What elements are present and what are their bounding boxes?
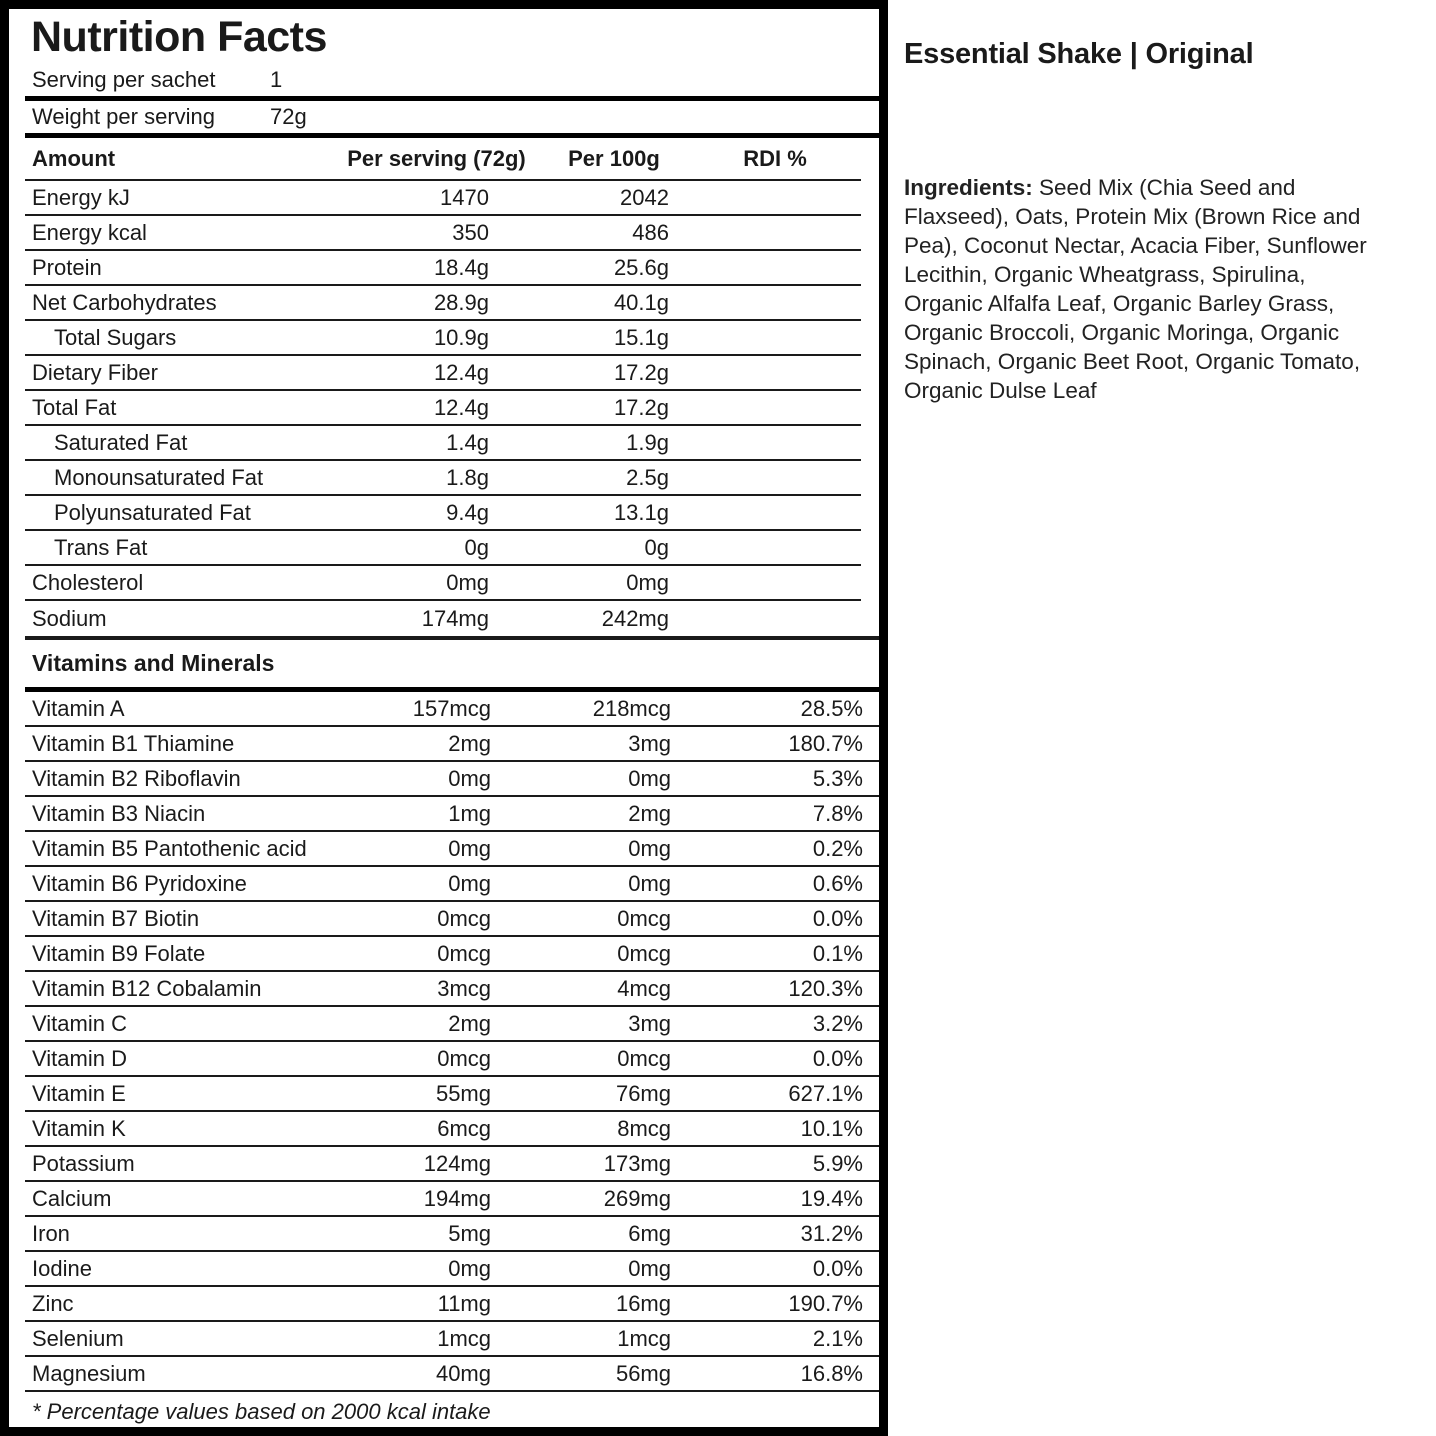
row-label: Vitamin A [32, 695, 125, 721]
table-row [25, 937, 879, 972]
value-per-100g: 76mg [615, 1080, 671, 1106]
row-label: Magnesium [32, 1360, 146, 1386]
value-per-100g: 0mg [628, 835, 671, 861]
row-label: Cholesterol [32, 569, 144, 595]
table-row [25, 832, 879, 867]
value-per-100g: 0mg [626, 569, 669, 595]
value-per-serving: 12.4g [433, 359, 489, 385]
row-label: Vitamin B12 Cobalamin [32, 975, 262, 1001]
value-rdi: 28.5% [800, 695, 863, 721]
value-rdi: 16.8% [800, 1360, 863, 1386]
value-per-100g: 269mg [603, 1185, 671, 1211]
table-row [25, 531, 861, 566]
table-row [25, 321, 861, 356]
value-per-100g: 15.1g [613, 324, 669, 350]
table-row [25, 1217, 879, 1252]
footnote: * Percentage values based on 2000 kcal intake [32, 1399, 491, 1425]
value-rdi: 5.9% [812, 1150, 863, 1176]
panel-title: Nutrition Facts [31, 13, 327, 61]
table-row [25, 391, 861, 426]
value-per-100g: 3mg [628, 730, 671, 756]
table-row [25, 972, 879, 1007]
value-per-100g: 0g [644, 534, 669, 560]
row-label: Vitamin D [32, 1045, 127, 1071]
value-per-serving: 174mg [421, 605, 489, 631]
table-row [25, 1357, 879, 1392]
table-row [25, 496, 861, 531]
row-label: Iodine [32, 1255, 92, 1281]
table-row [25, 1077, 879, 1112]
value-per-serving: 194mg [423, 1185, 491, 1211]
table-row [25, 797, 879, 832]
value-per-100g: 218mcg [592, 695, 671, 721]
value-per-serving: 2mg [448, 730, 491, 756]
table-row [25, 1112, 879, 1147]
table-row [25, 216, 861, 251]
value-per-serving: 12.4g [433, 394, 489, 420]
table-row [25, 1007, 879, 1042]
ingredients-paragraph [904, 173, 1374, 405]
value-per-100g: 0mcg [617, 940, 671, 966]
table-row [25, 1182, 879, 1217]
value-per-100g: 173mg [603, 1150, 671, 1176]
value-per-100g: 13.1g [613, 499, 669, 525]
value-per-serving: 157mcg [412, 695, 491, 721]
row-label: Sodium [32, 605, 107, 631]
value-per-serving: 1.4g [446, 429, 489, 455]
column-header-amount: Amount [32, 145, 116, 171]
value-per-100g: 17.2g [613, 359, 669, 385]
value-per-serving: 10.9g [433, 324, 489, 350]
row-label: Monounsaturated Fat [54, 464, 264, 490]
value-rdi: 180.7% [788, 730, 863, 756]
value-per-100g: 17.2g [613, 394, 669, 420]
value-per-serving: 1mcg [437, 1325, 491, 1351]
table-row [25, 727, 879, 762]
value-rdi: 0.0% [812, 905, 863, 931]
value-per-serving: 0mg [448, 835, 491, 861]
row-label: Vitamin B1 Thiamine [32, 730, 235, 756]
value-rdi: 0.0% [812, 1255, 863, 1281]
value-per-100g: 1.9g [626, 429, 669, 455]
value-per-100g: 1mcg [617, 1325, 671, 1351]
row-label: Calcium [32, 1185, 112, 1211]
value-per-100g: 2mg [628, 800, 671, 826]
value-per-serving: 2mg [448, 1010, 491, 1036]
table-row [25, 902, 879, 937]
table-row [25, 867, 879, 902]
value-per-serving: 6mcg [437, 1115, 491, 1141]
row-label: Vitamin K [32, 1115, 126, 1141]
value-per-100g: 6mg [628, 1220, 671, 1246]
value-per-100g: 56mg [615, 1360, 671, 1386]
table-row [25, 762, 879, 797]
value-per-100g: 2.5g [626, 464, 669, 490]
table-row [25, 566, 861, 601]
value-per-serving: 0mcg [437, 1045, 491, 1071]
value-per-serving: 55mg [435, 1080, 491, 1106]
value-per-100g: 0mg [628, 870, 671, 896]
table-row [25, 1322, 879, 1357]
table-row [25, 426, 861, 461]
value-per-serving: 350 [452, 219, 489, 245]
value-per-serving: 18.4g [433, 254, 489, 280]
table-row [25, 692, 879, 727]
row-label: Vitamin B9 Folate [32, 940, 206, 966]
serving-per-sachet-row [25, 64, 879, 101]
value-per-serving: 0mg [448, 870, 491, 896]
row-label: Energy kJ [32, 184, 130, 210]
value-rdi: 0.2% [812, 835, 863, 861]
row-label: Total Sugars [54, 324, 177, 350]
value-rdi: 120.3% [788, 975, 863, 1001]
table-row [25, 181, 861, 216]
row-label: Zinc [32, 1290, 74, 1316]
row-label: Selenium [32, 1325, 124, 1351]
serving-per-sachet-label: Serving per sachet [32, 67, 216, 93]
column-header-rdi: RDI % [743, 145, 807, 171]
value-per-serving: 28.9g [433, 289, 489, 315]
row-label: Total Fat [32, 394, 117, 420]
row-label: Vitamin B6 Pyridoxine [32, 870, 247, 896]
row-label: Protein [32, 254, 102, 280]
value-rdi: 0.6% [812, 870, 863, 896]
value-rdi: 627.1% [788, 1080, 863, 1106]
value-per-serving: 1mg [448, 800, 491, 826]
value-per-100g: 2042 [620, 184, 669, 210]
table-row [25, 601, 861, 636]
row-label: Vitamin B2 Riboflavin [32, 765, 241, 791]
table-row [25, 251, 861, 286]
value-per-100g: 40.1g [613, 289, 669, 315]
table-row [25, 461, 861, 496]
value-per-100g: 486 [632, 219, 669, 245]
table-row [25, 286, 861, 321]
ingredients-text: Seed Mix (Chia Seed and Flaxseed), Oats, Protein Mix (Brown Rice and Pea), Coconut Nectar, Acacia Fiber, Sunflower Lecithin, Organic Wheatgrass, Spirulina, Organic Alfalfa Leaf, Organic Barley Grass, Organic Broccoli, Organic Moringa, Organic Spinach, Organic Beet Root, Organic Tomato, Organic Dulse Leaf [904, 175, 1367, 403]
value-rdi: 31.2% [800, 1220, 863, 1246]
row-label: Saturated Fat [54, 429, 188, 455]
serving-per-sachet-value: 1 [270, 67, 283, 93]
column-header-per-serving: Per serving (72g) [347, 145, 526, 171]
value-per-serving: 5mg [448, 1220, 491, 1246]
table-row [25, 1287, 879, 1322]
value-per-serving: 9.4g [446, 499, 489, 525]
value-rdi: 0.0% [812, 1045, 863, 1071]
value-per-serving: 0mg [448, 765, 491, 791]
vitamins-minerals-table [25, 692, 879, 1392]
value-per-serving: 0mg [446, 569, 489, 595]
value-rdi: 2.1% [812, 1325, 863, 1351]
row-label: Vitamin B3 Niacin [32, 800, 206, 826]
value-per-100g: 0mg [628, 765, 671, 791]
value-rdi: 0.1% [812, 940, 863, 966]
value-per-serving: 124mg [423, 1150, 491, 1176]
value-per-serving: 0mcg [437, 940, 491, 966]
value-rdi: 7.8% [812, 800, 863, 826]
value-per-100g: 242mg [601, 605, 669, 631]
value-per-serving: 0mcg [437, 905, 491, 931]
value-per-100g: 25.6g [613, 254, 669, 280]
row-label: Dietary Fiber [32, 359, 158, 385]
table-row [25, 1147, 879, 1182]
vitamins-section-header: Vitamins and Minerals [25, 636, 879, 692]
value-rdi: 3.2% [812, 1010, 863, 1036]
table-row [25, 1042, 879, 1077]
value-per-serving: 0g [464, 534, 489, 560]
value-rdi: 10.1% [800, 1115, 863, 1141]
value-per-100g: 3mg [628, 1010, 671, 1036]
column-header-per-100g: Per 100g [568, 145, 660, 171]
value-per-serving: 3mcg [437, 975, 491, 1001]
row-label: Polyunsaturated Fat [54, 499, 251, 525]
table-row [25, 356, 861, 391]
value-rdi: 190.7% [788, 1290, 863, 1316]
row-label: Iron [32, 1220, 70, 1246]
weight-per-serving-label: Weight per serving [32, 104, 216, 130]
value-per-serving: 0mg [448, 1255, 491, 1281]
value-per-100g: 8mcg [617, 1115, 671, 1141]
value-per-100g: 4mcg [617, 975, 671, 1001]
value-per-100g: 16mg [615, 1290, 671, 1316]
weight-per-serving-value: 72g [270, 104, 307, 130]
value-per-100g: 0mg [628, 1255, 671, 1281]
row-label: Trans Fat [54, 534, 148, 560]
value-per-serving: 40mg [435, 1360, 491, 1386]
ingredients-label: Ingredients: [904, 175, 1033, 200]
value-per-serving: 1.8g [446, 464, 489, 490]
value-per-100g: 0mcg [617, 905, 671, 931]
row-label: Energy kcal [32, 219, 147, 245]
row-label: Vitamin B5 Pantothenic acid [32, 835, 307, 861]
column-header-row [25, 138, 861, 181]
side-panel [904, 0, 1414, 405]
value-rdi: 5.3% [812, 765, 863, 791]
row-label: Vitamin E [32, 1080, 126, 1106]
row-label: Net Carbohydrates [32, 289, 217, 315]
weight-per-serving-row [25, 101, 879, 138]
macronutrients-table [25, 181, 861, 636]
value-per-serving: 1470 [440, 184, 489, 210]
value-rdi: 19.4% [800, 1185, 863, 1211]
value-per-100g: 0mcg [617, 1045, 671, 1071]
table-row [25, 1252, 879, 1287]
product-title: Essential Shake | Original [904, 38, 1254, 70]
row-label: Potassium [32, 1150, 135, 1176]
row-label: Vitamin C [32, 1010, 127, 1036]
value-per-serving: 11mg [437, 1290, 491, 1316]
row-label: Vitamin B7 Biotin [32, 905, 200, 931]
